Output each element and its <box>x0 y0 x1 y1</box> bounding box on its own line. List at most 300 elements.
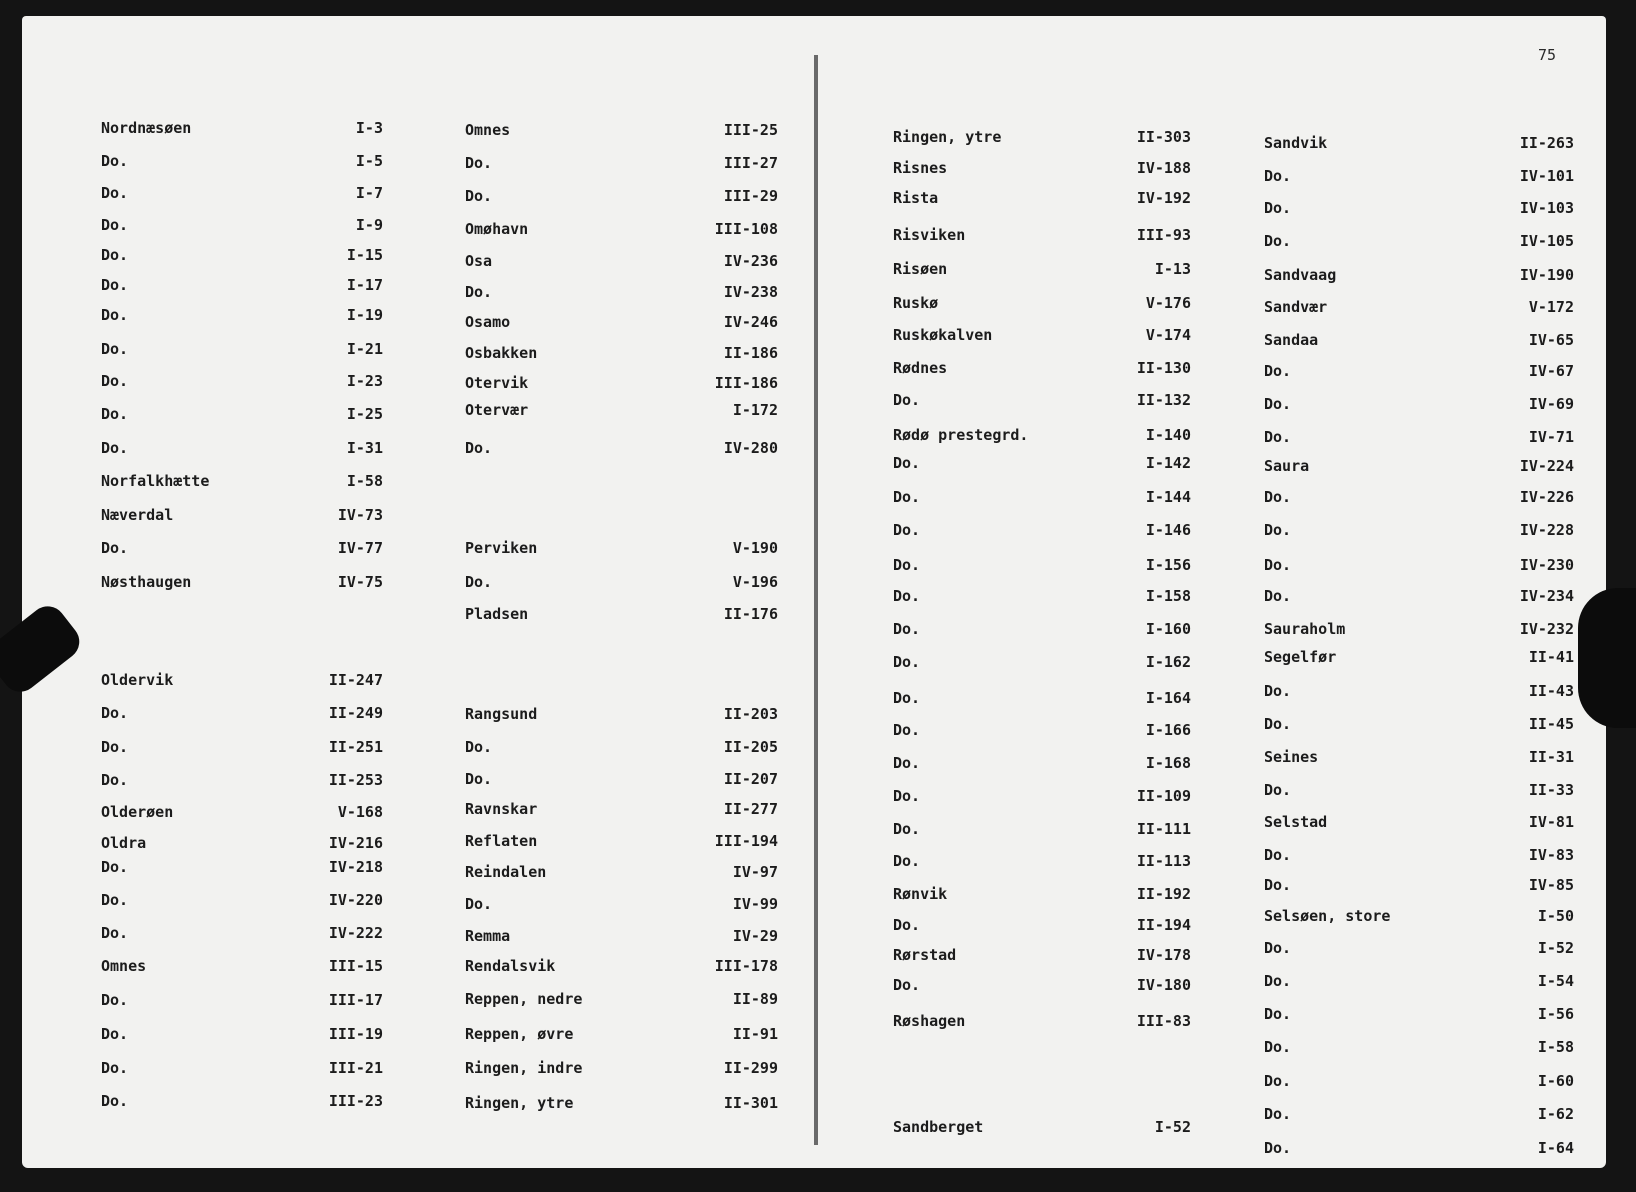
index-entry <box>465 830 778 852</box>
volume-reference: IV-228 <box>1519 521 1574 539</box>
volume-reference: IV-218 <box>328 858 383 876</box>
index-entry <box>1264 455 1574 477</box>
place-name: Osbakken <box>465 344 538 362</box>
place-name: Olderøen <box>101 803 174 821</box>
index-entry <box>1264 1003 1574 1025</box>
index-entry <box>465 1092 778 1114</box>
place-name: Do. <box>101 1092 129 1110</box>
volume-reference: IV-97 <box>732 863 778 881</box>
place-name: Do. <box>893 976 921 994</box>
volume-reference: V-168 <box>337 803 383 821</box>
place-name: Do. <box>1264 1038 1292 1056</box>
place-name: Segelfør <box>1264 648 1337 666</box>
place-name: Do. <box>465 187 493 205</box>
index-entry <box>1264 486 1574 508</box>
volume-reference: II-205 <box>723 738 778 756</box>
index-entry <box>1264 746 1574 768</box>
volume-reference: I-146 <box>1145 521 1191 539</box>
place-name: Do. <box>101 184 129 202</box>
volume-reference: II-303 <box>1136 128 1191 146</box>
volume-reference: I-31 <box>346 439 383 457</box>
place-name: Do. <box>101 405 129 423</box>
volume-reference: III-186 <box>714 374 778 392</box>
place-name: Otervær <box>465 401 529 419</box>
volume-reference: IV-220 <box>328 891 383 909</box>
place-name: Do. <box>893 852 921 870</box>
index-entry <box>893 389 1191 411</box>
index-entry <box>893 585 1191 607</box>
index-entry <box>893 883 1191 905</box>
index-entry <box>101 832 383 854</box>
volume-reference: IV-234 <box>1519 587 1574 605</box>
place-name: Do. <box>893 820 921 838</box>
volume-reference: IV-73 <box>337 506 383 524</box>
place-name: Do. <box>101 891 129 909</box>
volume-reference: I-25 <box>346 405 383 423</box>
place-name: Do. <box>893 521 921 539</box>
place-name: Rendalsvik <box>465 957 556 975</box>
volume-reference: IV-105 <box>1519 232 1574 250</box>
volume-reference: II-263 <box>1519 134 1574 152</box>
volume-reference: II-253 <box>328 771 383 789</box>
volume-reference: II-31 <box>1528 748 1574 766</box>
volume-reference: IV-75 <box>337 573 383 591</box>
index-entry <box>101 989 383 1011</box>
index-entry <box>465 342 778 364</box>
place-name: Selstad <box>1264 813 1328 831</box>
volume-reference: IV-103 <box>1519 199 1574 217</box>
index-entry <box>465 893 778 915</box>
index-entry <box>893 357 1191 379</box>
index-entry <box>465 152 778 174</box>
volume-reference: IV-77 <box>337 539 383 557</box>
index-entry <box>465 768 778 790</box>
index-column-4 <box>1264 0 1574 1192</box>
place-name: Risviken <box>893 226 966 244</box>
volume-reference: II-207 <box>723 770 778 788</box>
volume-reference: IV-280 <box>723 439 778 457</box>
volume-reference: II-277 <box>723 800 778 818</box>
place-name: Norfalkhætte <box>101 472 210 490</box>
place-name: Do. <box>1264 232 1292 250</box>
index-entry <box>101 370 383 392</box>
place-name: Sandvær <box>1264 298 1328 316</box>
place-name: Ruskø <box>893 294 939 312</box>
index-entry <box>1264 132 1574 154</box>
index-entry <box>893 785 1191 807</box>
place-name: Ringen, indre <box>465 1059 583 1077</box>
index-entry <box>465 1057 778 1079</box>
index-entry <box>1264 779 1574 801</box>
place-name: Do. <box>1264 1072 1292 1090</box>
right-page-clip <box>1578 588 1636 728</box>
index-entry <box>465 399 778 421</box>
volume-reference: IV-226 <box>1519 488 1574 506</box>
index-entry <box>893 224 1191 246</box>
index-entry <box>893 554 1191 576</box>
place-name: Do. <box>101 771 129 789</box>
volume-reference: I-58 <box>346 472 383 490</box>
place-name: Oldervik <box>101 671 174 689</box>
place-name: Omøhavn <box>465 220 529 238</box>
volume-reference: IV-232 <box>1519 620 1574 638</box>
place-name: Rødnes <box>893 359 948 377</box>
place-name: Oldra <box>101 834 147 852</box>
index-entry <box>465 218 778 240</box>
volume-reference: III-83 <box>1136 1012 1191 1030</box>
place-name: Rønvik <box>893 885 948 903</box>
index-entry <box>1264 426 1574 448</box>
volume-reference: III-194 <box>714 832 778 850</box>
place-name: Rødø prestegrd. <box>893 426 1029 444</box>
volume-reference: I-168 <box>1145 754 1191 772</box>
index-entry <box>465 1023 778 1045</box>
place-name: Ringen, ytre <box>465 1094 574 1112</box>
index-entry <box>101 504 383 526</box>
place-name: Do. <box>101 858 129 876</box>
volume-reference: II-247 <box>328 671 383 689</box>
place-name: Do. <box>1264 362 1292 380</box>
index-entry <box>101 470 383 492</box>
volume-reference: II-43 <box>1528 682 1574 700</box>
place-name: Do. <box>893 587 921 605</box>
volume-reference: IV-216 <box>328 834 383 852</box>
place-name: Do. <box>893 556 921 574</box>
place-name: Do. <box>465 154 493 172</box>
volume-reference: I-19 <box>346 306 383 324</box>
index-entry <box>893 187 1191 209</box>
place-name: Do. <box>465 439 493 457</box>
volume-reference: IV-65 <box>1528 331 1574 349</box>
place-name: Sandvaag <box>1264 266 1337 284</box>
place-name: Rangsund <box>465 705 538 723</box>
volume-reference: II-113 <box>1136 852 1191 870</box>
index-entry <box>1264 1103 1574 1125</box>
place-name: Do. <box>1264 781 1292 799</box>
index-entry <box>1264 360 1574 382</box>
index-entry <box>1264 197 1574 219</box>
index-entry <box>101 244 383 266</box>
volume-reference: I-142 <box>1145 454 1191 472</box>
place-name: Rista <box>893 189 939 207</box>
volume-reference: I-15 <box>346 246 383 264</box>
index-entry <box>101 856 383 878</box>
index-column-2 <box>465 0 778 1192</box>
place-name: Sandberget <box>893 1118 984 1136</box>
volume-reference: V-174 <box>1145 326 1191 344</box>
place-name: Saura <box>1264 457 1310 475</box>
place-name: Do. <box>101 539 129 557</box>
volume-reference: I-54 <box>1537 972 1574 990</box>
place-name: Do. <box>1264 939 1292 957</box>
volume-reference: I-62 <box>1537 1105 1574 1123</box>
place-name: Do. <box>101 704 129 722</box>
index-entry <box>893 752 1191 774</box>
volume-reference: I-9 <box>355 216 383 234</box>
index-entry <box>101 182 383 204</box>
place-name: Do. <box>893 391 921 409</box>
volume-reference: III-17 <box>328 991 383 1009</box>
place-name: Do. <box>1264 972 1292 990</box>
index-entry <box>1264 329 1574 351</box>
volume-reference: II-89 <box>732 990 778 1008</box>
index-entry <box>893 944 1191 966</box>
index-entry <box>1264 519 1574 541</box>
index-entry <box>465 988 778 1010</box>
index-entry <box>101 955 383 977</box>
index-entry <box>1264 1070 1574 1092</box>
place-name: Reppen, nedre <box>465 990 583 1008</box>
volume-reference: I-5 <box>355 152 383 170</box>
index-entry <box>101 922 383 944</box>
place-name: Do. <box>1264 1105 1292 1123</box>
index-entry <box>1264 905 1574 927</box>
place-name: Do. <box>101 1025 129 1043</box>
place-name: Do. <box>101 439 129 457</box>
place-name: Do. <box>893 454 921 472</box>
index-entry <box>465 571 778 593</box>
place-name: Pladsen <box>465 605 529 623</box>
volume-reference: I-162 <box>1145 653 1191 671</box>
place-name: Omnes <box>465 121 511 139</box>
index-entry <box>1264 264 1574 286</box>
index-entry <box>1264 844 1574 866</box>
index-entry <box>893 818 1191 840</box>
volume-reference: I-52 <box>1154 1118 1191 1136</box>
index-entry <box>101 403 383 425</box>
volume-reference: II-251 <box>328 738 383 756</box>
index-entry <box>1264 393 1574 415</box>
index-entry <box>101 669 383 691</box>
place-name: Do. <box>1264 846 1292 864</box>
volume-reference: IV-236 <box>723 252 778 270</box>
index-entry <box>1264 554 1574 576</box>
index-entry <box>101 889 383 911</box>
index-entry <box>101 537 383 559</box>
index-entry <box>465 537 778 559</box>
volume-reference: IV-188 <box>1136 159 1191 177</box>
index-entry <box>1264 937 1574 959</box>
volume-reference: IV-85 <box>1528 876 1574 894</box>
volume-reference: II-130 <box>1136 359 1191 377</box>
index-entry <box>1264 585 1574 607</box>
volume-reference: I-7 <box>355 184 383 202</box>
volume-reference: I-13 <box>1154 260 1191 278</box>
index-entry <box>893 687 1191 709</box>
index-entry <box>101 214 383 236</box>
index-entry <box>465 437 778 459</box>
index-entry <box>893 914 1191 936</box>
place-name: Do. <box>1264 682 1292 700</box>
volume-reference: II-33 <box>1528 781 1574 799</box>
volume-reference: V-172 <box>1528 298 1574 316</box>
index-entry <box>893 850 1191 872</box>
volume-reference: I-158 <box>1145 587 1191 605</box>
place-name: Næverdal <box>101 506 174 524</box>
volume-reference: I-166 <box>1145 721 1191 739</box>
place-name: Do. <box>1264 587 1292 605</box>
volume-reference: III-23 <box>328 1092 383 1110</box>
volume-reference: IV-222 <box>328 924 383 942</box>
place-name: Rørstad <box>893 946 957 964</box>
place-name: Do. <box>101 738 129 756</box>
place-name: Do. <box>1264 1139 1292 1157</box>
place-name: Omnes <box>101 957 147 975</box>
volume-reference: II-132 <box>1136 391 1191 409</box>
index-entry <box>1264 713 1574 735</box>
index-entry <box>101 769 383 791</box>
index-entry <box>1264 165 1574 187</box>
volume-reference: IV-246 <box>723 313 778 331</box>
volume-reference: II-41 <box>1528 648 1574 666</box>
volume-reference: II-109 <box>1136 787 1191 805</box>
place-name: Do. <box>1264 556 1292 574</box>
place-name: Do. <box>101 991 129 1009</box>
index-entry <box>893 292 1191 314</box>
place-name: Do. <box>1264 199 1292 217</box>
volume-reference: II-111 <box>1136 820 1191 838</box>
place-name: Reindalen <box>465 863 547 881</box>
volume-reference: IV-81 <box>1528 813 1574 831</box>
volume-reference: V-196 <box>732 573 778 591</box>
place-name: Do. <box>465 738 493 756</box>
place-name: Do. <box>101 246 129 264</box>
index-entry <box>893 719 1191 741</box>
volume-reference: IV-238 <box>723 283 778 301</box>
place-name: Do. <box>1264 428 1292 446</box>
place-name: Do. <box>1264 876 1292 894</box>
index-entry <box>465 311 778 333</box>
index-entry <box>893 452 1191 474</box>
volume-reference: I-58 <box>1537 1038 1574 1056</box>
place-name: Do. <box>893 653 921 671</box>
index-entry <box>1264 1137 1574 1159</box>
index-entry <box>1264 680 1574 702</box>
place-name: Do. <box>101 276 129 294</box>
place-name: Ruskøkalven <box>893 326 993 344</box>
volume-reference: I-164 <box>1145 689 1191 707</box>
place-name: Ravnskar <box>465 800 538 818</box>
volume-reference: I-23 <box>346 372 383 390</box>
place-name: Do. <box>893 689 921 707</box>
place-name: Do. <box>101 306 129 324</box>
volume-reference: III-108 <box>714 220 778 238</box>
volume-reference: IV-178 <box>1136 946 1191 964</box>
volume-reference: IV-190 <box>1519 266 1574 284</box>
volume-reference: I-140 <box>1145 426 1191 444</box>
volume-reference: II-249 <box>328 704 383 722</box>
volume-reference: IV-224 <box>1519 457 1574 475</box>
place-name: Otervik <box>465 374 529 392</box>
place-name: Do. <box>893 620 921 638</box>
index-entry <box>465 185 778 207</box>
book-gutter <box>814 55 818 1145</box>
volume-reference: IV-29 <box>732 927 778 945</box>
place-name: Seines <box>1264 748 1319 766</box>
place-name: Remma <box>465 927 511 945</box>
place-name: Do. <box>465 283 493 301</box>
place-name: Perviken <box>465 539 538 557</box>
volume-reference: I-56 <box>1537 1005 1574 1023</box>
place-name: Do. <box>893 754 921 772</box>
index-entry <box>1264 874 1574 896</box>
volume-reference: IV-99 <box>732 895 778 913</box>
index-entry <box>1264 296 1574 318</box>
volume-reference: II-91 <box>732 1025 778 1043</box>
volume-reference: IV-83 <box>1528 846 1574 864</box>
place-name: Do. <box>465 573 493 591</box>
place-name: Do. <box>1264 488 1292 506</box>
place-name: Do. <box>101 152 129 170</box>
place-name: Ringen, ytre <box>893 128 1002 146</box>
index-entry <box>101 801 383 823</box>
volume-reference: I-172 <box>732 401 778 419</box>
index-entry <box>465 250 778 272</box>
place-name: Do. <box>1264 167 1292 185</box>
index-entry <box>893 618 1191 640</box>
index-entry <box>465 955 778 977</box>
volume-reference: II-203 <box>723 705 778 723</box>
index-entry <box>101 304 383 326</box>
volume-reference: III-29 <box>723 187 778 205</box>
place-name: Sandvik <box>1264 134 1328 152</box>
place-name: Sandaa <box>1264 331 1319 349</box>
place-name: Do. <box>101 924 129 942</box>
index-entry <box>465 736 778 758</box>
index-entry <box>893 258 1191 280</box>
volume-reference: II-194 <box>1136 916 1191 934</box>
volume-reference: III-15 <box>328 957 383 975</box>
volume-reference: III-25 <box>723 121 778 139</box>
volume-reference: III-178 <box>714 957 778 975</box>
index-entry <box>893 1010 1191 1032</box>
index-entry <box>893 1116 1191 1138</box>
place-name: Do. <box>101 372 129 390</box>
volume-reference: V-190 <box>732 539 778 557</box>
index-entry <box>101 437 383 459</box>
volume-reference: III-27 <box>723 154 778 172</box>
volume-reference: I-64 <box>1537 1139 1574 1157</box>
page-number: 75 <box>1538 46 1557 64</box>
index-entry <box>465 119 778 141</box>
volume-reference: I-156 <box>1145 556 1191 574</box>
volume-reference: III-93 <box>1136 226 1191 244</box>
volume-reference: IV-67 <box>1528 362 1574 380</box>
place-name: Do. <box>465 770 493 788</box>
index-entry <box>893 974 1191 996</box>
place-name: Do. <box>1264 1005 1292 1023</box>
volume-reference: IV-180 <box>1136 976 1191 994</box>
volume-reference: I-160 <box>1145 620 1191 638</box>
place-name: Do. <box>893 787 921 805</box>
place-name: Do. <box>1264 715 1292 733</box>
volume-reference: I-17 <box>346 276 383 294</box>
place-name: Do. <box>101 216 129 234</box>
index-entry <box>893 486 1191 508</box>
index-entry <box>465 603 778 625</box>
volume-reference: I-60 <box>1537 1072 1574 1090</box>
place-name: Risøen <box>893 260 948 278</box>
volume-reference: IV-101 <box>1519 167 1574 185</box>
place-name: Nordnæsøen <box>101 119 192 137</box>
index-entry <box>101 1090 383 1112</box>
index-entry <box>893 157 1191 179</box>
index-entry <box>1264 230 1574 252</box>
volume-reference: IV-230 <box>1519 556 1574 574</box>
place-name: Reppen, øvre <box>465 1025 574 1043</box>
index-entry <box>101 736 383 758</box>
place-name: Do. <box>893 488 921 506</box>
